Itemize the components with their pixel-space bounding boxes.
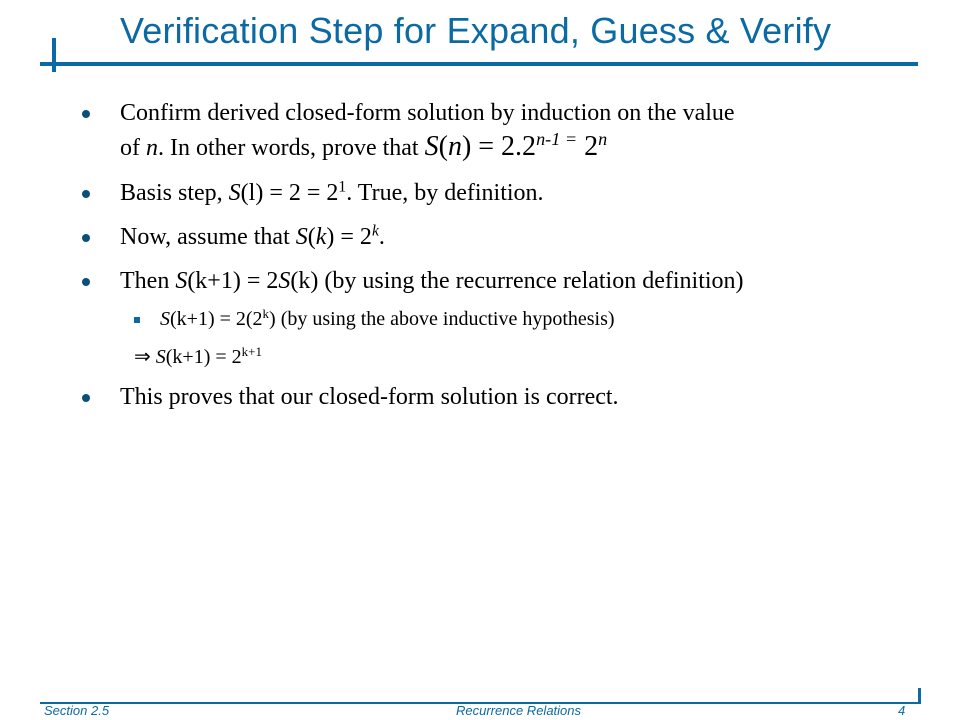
bullet-dot-icon [82, 234, 90, 242]
bullet-confirm: Confirm derived closed-form solution by induction on the value of n. In other words, prove that $S(n) = 2.2^{n-1 =}$ 2$^n$ [120, 96, 920, 165]
bullet-dot-icon [82, 110, 90, 118]
bullet-then: Then S(k+1) = 2S(k) (by using the recurrence relation definition) [120, 264, 920, 298]
sub-bullet-square-icon [134, 317, 140, 323]
bullet-dot-icon [82, 190, 90, 198]
bullet-assume: Now, assume that $S(k) = 2^k$. [120, 220, 920, 254]
footer-section: Section 2.5 [44, 703, 110, 718]
implies-arrow-icon: ⇒ [134, 346, 151, 368]
title-rule [40, 62, 918, 66]
closed-form-formula: $S(n) = 2.2^{n-1 =}$ 2$^n$ [424, 129, 608, 162]
bullet-conclusion: This proves that our closed-form solution is correct. [120, 380, 920, 414]
footer-page-number: 4 [898, 703, 906, 718]
title-tick [52, 38, 56, 72]
footer-topic: Recurrence Relations [456, 703, 582, 718]
footer-tick [918, 688, 921, 704]
bullet-basis: Basis step, $S(l) = 2 = 2^1$. True, by definition. [120, 176, 920, 210]
slide-title: Verification Step for Expand, Guess & Verify [120, 10, 832, 51]
bullet-dot-icon [82, 278, 90, 286]
sub-bullet-hypothesis: $S(k+1) = 2(2^k)$ (by using the above inductive hypothesis) [160, 305, 615, 333]
implies-line: ⇒ $S(k+1) = 2^{k+1}$ [134, 343, 262, 368]
bullet-dot-icon [82, 394, 90, 402]
